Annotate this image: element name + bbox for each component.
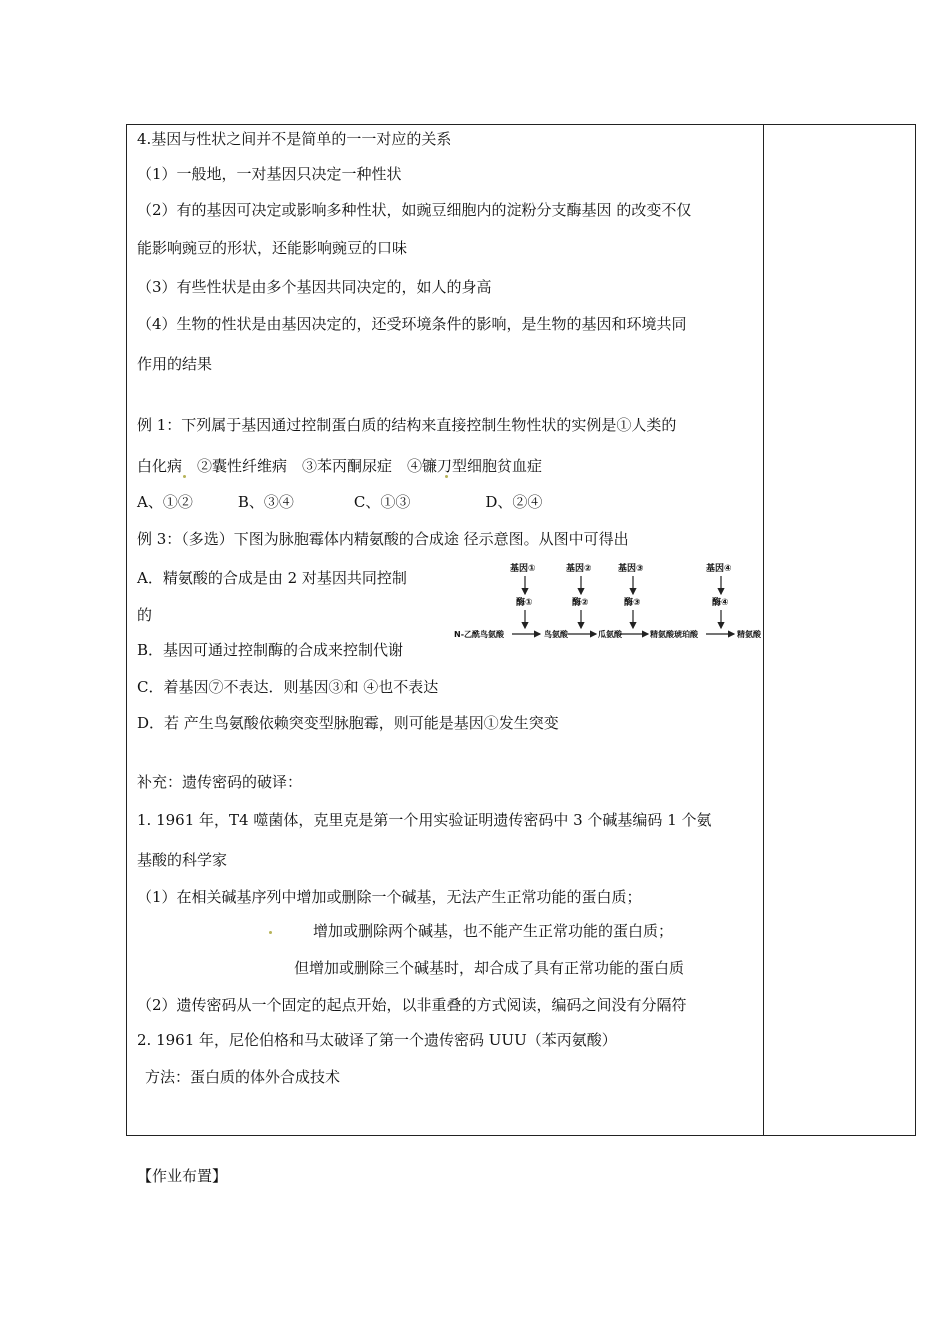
section4-heading: 4.基因与性状之间并不是简单的一一对应的关系 bbox=[137, 130, 452, 148]
section4-point1: （1）一般地，一对基因只决定一种性状 bbox=[137, 165, 402, 183]
section4-point2-line2: 能影响豌豆的形状，还能影响豌豆的口味 bbox=[137, 239, 408, 257]
section4-point4-line2: 作用的结果 bbox=[137, 355, 213, 373]
section4-point3: （3）有些性状是由多个基因共同决定的，如人的身高 bbox=[137, 278, 492, 296]
enzyme-2-label: 酶② bbox=[572, 598, 589, 608]
supplement-item2: 2. 1961 年，尼伦伯格和马太破译了第一个遗传密码 UUU（苯丙氨酸） bbox=[137, 1031, 617, 1049]
compound-arginine: 精氨酸 bbox=[737, 630, 761, 639]
gene-2-label: 基因② bbox=[566, 564, 592, 574]
gene-3-label: 基因③ bbox=[618, 564, 644, 574]
scan-speck bbox=[183, 475, 186, 478]
supplement-sub1-line1: （1）在相关碱基序列中增加或删除一个碱基，无法产生正常功能的蛋白质； bbox=[137, 888, 642, 906]
example1-options: A、①② B、③④ C、①③ D、②④ bbox=[137, 493, 543, 511]
enzyme-1-label: 酶① bbox=[516, 598, 533, 608]
supplement-item1-line2: 基酸的科学家 bbox=[137, 851, 228, 869]
supplement-sub1-line3: 但增加或删除三个碱基时，却合成了具有正常功能的蛋白质 bbox=[294, 959, 685, 977]
scan-speck bbox=[445, 475, 448, 478]
example1-stem-line2: 白化病 ②囊性纤维病 ③苯丙酮尿症 ④镰刀型细胞贫血症 bbox=[137, 457, 543, 475]
homework-heading: 【作业布置】 bbox=[137, 1167, 228, 1185]
example3-option-a-line1: A．精氨酸的合成是由 2 对基因共同控制 bbox=[137, 569, 407, 587]
supplement-sub2: （2）遗传密码从一个固定的起点开始，以非重叠的方式阅读，编码之间没有分隔符 bbox=[137, 996, 687, 1014]
compound-argininosuccinate: 精氨酸琥珀酸 bbox=[650, 630, 698, 639]
example1-stem-line1: 例 1：下列属于基因通过控制蛋白质的结构来直接控制生物性状的实例是①人类的 bbox=[137, 416, 677, 434]
supplement-sub1-line2: 增加或删除两个碱基，也不能产生正常功能的蛋白质； bbox=[313, 922, 674, 940]
arginine-pathway-diagram bbox=[450, 560, 770, 650]
enzyme-4-label: 酶④ bbox=[712, 598, 729, 608]
example3-option-b: B．基因可通过控制酶的合成来控制代谢 bbox=[137, 641, 404, 659]
compound-ornithine: 鸟氨酸 bbox=[544, 630, 568, 639]
gene-4-label: 基因④ bbox=[706, 564, 732, 574]
enzyme-3-label: 酶③ bbox=[624, 598, 641, 608]
example3-option-c: C．着基因⑦不表达．则基因③和 ④也不表达 bbox=[137, 678, 439, 696]
supplement-title: 补充：遗传密码的破译： bbox=[137, 773, 303, 791]
section4-point4-line1: （4）生物的性状是由基因决定的，还受环境条件的影响，是生物的基因和环境共同 bbox=[137, 315, 687, 333]
supplement-item1-line1: 1. 1961 年，T4 噬菌体，克里克是第一个用实验证明遗传密码中 3 个碱基编码 1 个氨 bbox=[137, 811, 712, 829]
gene-1-label: 基因① bbox=[510, 564, 536, 574]
supplement-method: 方法：蛋白质的体外合成技术 bbox=[145, 1068, 341, 1086]
example3-stem: 例 3：（多选）下图为脉胞霉体内精氨酸的合成途 径示意图。从图中可得出 bbox=[137, 530, 629, 548]
compound-citrulline: 瓜氨酸 bbox=[598, 630, 622, 639]
section4-point2-line1: （2）有的基因可决定或影响多种性状，如豌豆细胞内的淀粉分支酶基因 的改变不仅 bbox=[137, 201, 692, 219]
example3-option-a-line2: 的 bbox=[137, 606, 153, 624]
scan-speck bbox=[269, 931, 272, 934]
example3-option-d: D．若 产生鸟氨酸依赖突变型脉胞霉，则可能是基因①发生突变 bbox=[137, 714, 559, 732]
compound-n-acetylornithine: N-乙酰鸟氨酸 bbox=[454, 630, 505, 639]
